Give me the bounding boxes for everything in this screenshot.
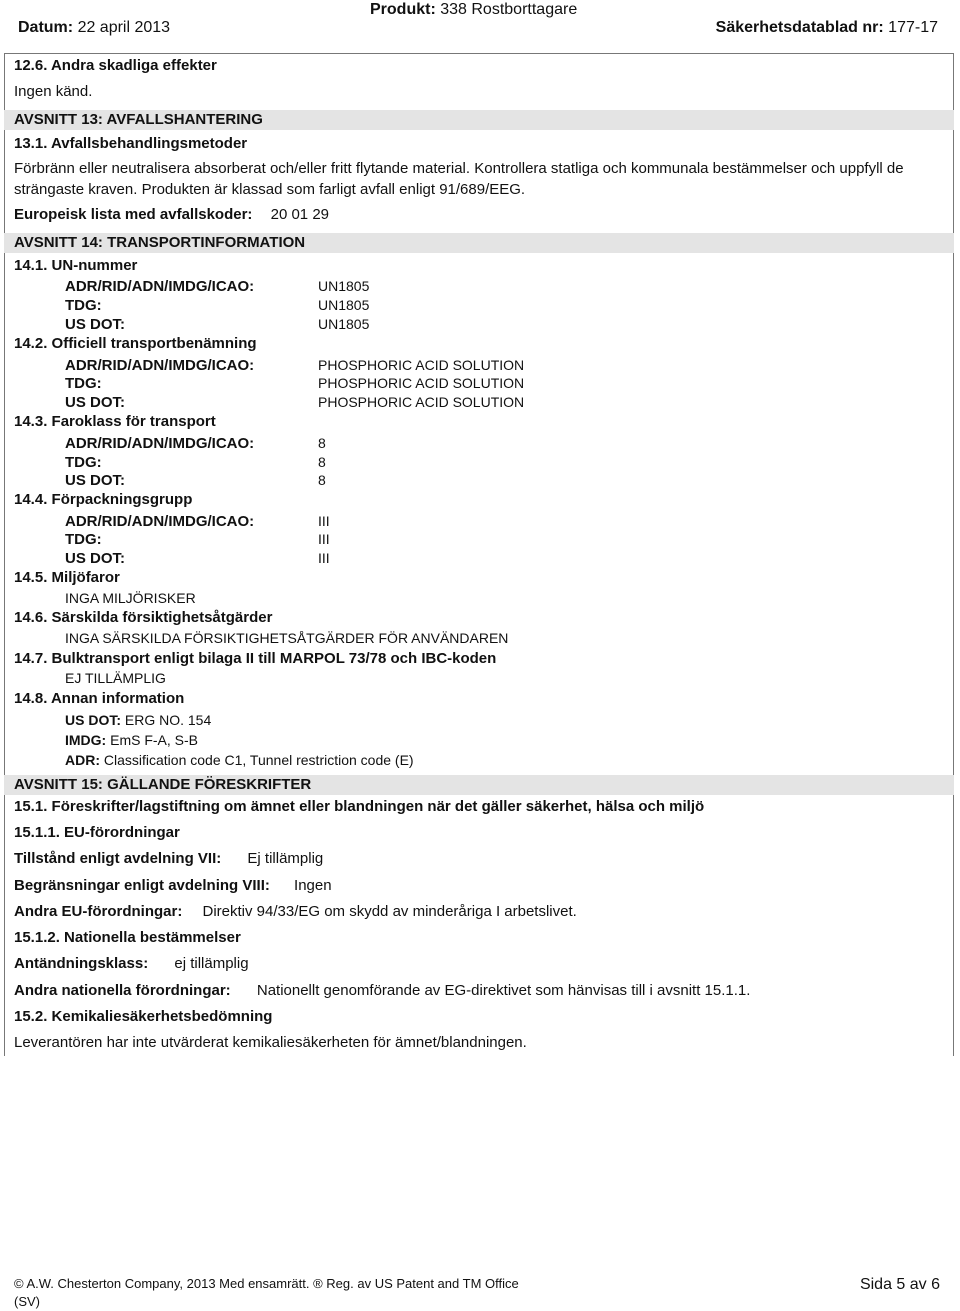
section-15-title: AVSNITT 15: GÄLLANDE FÖRESKRIFTER — [14, 776, 312, 793]
other-usdot-label: US DOT: — [65, 712, 121, 728]
language-code: (SV) — [14, 1294, 40, 1309]
heading-14-6: 14.6. Särskilda försiktighetsåtgärder — [14, 609, 273, 626]
national-value: Nationellt genomförande av EG-direktivet som hänvisas till i avsnitt 15.1.1. — [256, 982, 751, 999]
pg-adr: III — [318, 513, 330, 529]
date-field — [18, 19, 170, 37]
other-adr — [65, 752, 414, 768]
sds-value: 177-17 — [888, 19, 938, 36]
name-adr: PHOSPHORIC ACID SOLUTION — [318, 357, 525, 373]
flammability-label: Antändningsklass: — [14, 955, 149, 972]
other-eu-row — [14, 903, 577, 920]
heading-14-5: 14.5. Miljöfaror — [14, 569, 120, 586]
sds-label: Säkerhetsdatablad nr: — [715, 19, 884, 36]
page-number: Sida 5 av 6 — [859, 1276, 940, 1293]
eural-label: Europeisk lista med avfallskoder: — [14, 206, 253, 223]
heading-14-8: 14.8. Annan information — [14, 690, 185, 707]
pg-usdot: III — [318, 550, 330, 566]
page-header — [0, 0, 960, 44]
text-15-2: Leverantören har inte utvärderat kemikaliesäkerheten för ämnet/blandningen. — [14, 1034, 527, 1051]
page-footer — [14, 1276, 944, 1309]
product-value: 338 Rostborttagare — [440, 1, 578, 18]
other-adr-value: Classification code C1, Tunnel restriction code (E) — [103, 752, 414, 768]
other-eu-label: Andra EU-förordningar: — [14, 903, 183, 920]
date-label: Datum: — [18, 19, 74, 36]
class-adr: 8 — [318, 435, 326, 451]
flammability-value: ej tillämplig — [174, 955, 249, 972]
section-14-bar — [4, 233, 954, 253]
label-adr-1: ADR/RID/ADN/IMDG/ICAO: — [65, 278, 255, 295]
class-tdg: 8 — [318, 454, 326, 470]
label-tdg-1: TDG: — [65, 297, 102, 314]
eural-value: 20 01 29 — [270, 206, 329, 223]
heading-13-1: 13.1. Avfallsbehandlingsmetoder — [14, 135, 248, 152]
section-13-title: AVSNITT 13: AVFALLSHANTERING — [14, 111, 263, 128]
label-tdg-4: TDG: — [65, 531, 102, 548]
text-13-1: Förbränn eller neutralisera absorberat och/eller fritt flytande material. Kontrollera statliga och kommunala bestämmelser och uppfyll de strängaste kraven. Produkten är klassad som farligt avfall enligt 91/689/EEG. — [14, 160, 904, 198]
authorisation-value: Ej tillämplig — [247, 850, 324, 867]
heading-14-1: 14.1. UN-nummer — [14, 257, 138, 274]
section-14-title: AVSNITT 14: TRANSPORTINFORMATION — [14, 234, 306, 251]
heading-15-1-1: 15.1.1. EU-förordningar — [14, 824, 180, 841]
name-tdg: PHOSPHORIC ACID SOLUTION — [318, 375, 525, 391]
label-usdot-1: US DOT: — [65, 316, 125, 333]
other-usdot-value: ERG NO. 154 — [124, 712, 212, 728]
heading-15-2: 15.2. Kemikaliesäkerhetsbedömning — [14, 1008, 273, 1025]
national-label: Andra nationella förordningar: — [14, 982, 231, 999]
copyright-text: © A.W. Chesterton Company, 2013 Med ensamrätt. ® Reg. av US Patent and TM Office — [14, 1276, 519, 1291]
label-usdot-3: US DOT: — [65, 472, 125, 489]
label-adr-4: ADR/RID/ADN/IMDG/ICAO: — [65, 513, 255, 530]
section-15-bar — [4, 775, 954, 795]
heading-14-2: 14.2. Officiell transportbenämning — [14, 335, 257, 352]
label-tdg-2: TDG: — [65, 375, 102, 392]
label-usdot-2: US DOT: — [65, 394, 125, 411]
un-usdot: UN1805 — [318, 316, 370, 332]
eural-row — [14, 206, 329, 223]
flammability-row — [14, 955, 249, 972]
restriction-row — [14, 877, 332, 894]
heading-15-1-2: 15.1.2. Nationella bestämmelser — [14, 929, 241, 946]
un-tdg: UN1805 — [318, 297, 370, 313]
heading-12-6: 12.6. Andra skadliga effekter — [14, 57, 217, 74]
text-14-5: INGA MILJÖRISKER — [65, 590, 196, 606]
national-row — [14, 982, 750, 999]
authorisation-label: Tillstånd enligt avdelning VII: — [14, 850, 222, 867]
restriction-label: Begränsningar enligt avdelning VIII: — [14, 877, 270, 894]
product-label: Produkt: — [370, 1, 436, 18]
label-adr-3: ADR/RID/ADN/IMDG/ICAO: — [65, 435, 255, 452]
other-imdg-label: IMDG: — [65, 732, 107, 748]
sds-number-field — [716, 19, 938, 37]
product-field — [370, 1, 577, 19]
text-14-7: EJ TILLÄMPLIG — [65, 670, 166, 686]
other-usdot — [65, 712, 211, 728]
heading-14-7: 14.7. Bulktransport enligt bilaga II till MARPOL 73/78 och IBC-koden — [14, 650, 497, 667]
other-imdg — [65, 732, 198, 748]
date-value: 22 april 2013 — [77, 19, 171, 36]
heading-15-1: 15.1. Föreskrifter/lagstiftning om ämnet eller blandningen när det gäller säkerhet, hälsa och miljö — [14, 798, 705, 815]
authorisation-row — [14, 850, 323, 867]
text-14-6: INGA SÄRSKILDA FÖRSIKTIGHETSÅTGÄRDER FÖR ANVÄNDAREN — [65, 630, 509, 646]
other-adr-label: ADR: — [65, 752, 100, 768]
name-usdot: PHOSPHORIC ACID SOLUTION — [318, 394, 525, 410]
label-adr-2: ADR/RID/ADN/IMDG/ICAO: — [65, 357, 255, 374]
heading-14-4: 14.4. Förpackningsgrupp — [14, 491, 193, 508]
section-13-bar — [4, 110, 954, 130]
un-adr: UN1805 — [318, 278, 370, 294]
pg-tdg: III — [318, 531, 330, 547]
label-usdot-4: US DOT: — [65, 550, 125, 567]
heading-14-3: 14.3. Faroklass för transport — [14, 413, 216, 430]
text-12-6: Ingen känd. — [14, 83, 93, 100]
restriction-value: Ingen — [294, 877, 332, 894]
other-imdg-value: EmS F-A, S-B — [110, 732, 199, 748]
class-usdot: 8 — [318, 472, 326, 488]
other-eu-value: Direktiv 94/33/EG om skydd av minderåriga I arbetslivet. — [202, 903, 577, 920]
label-tdg-3: TDG: — [65, 454, 102, 471]
